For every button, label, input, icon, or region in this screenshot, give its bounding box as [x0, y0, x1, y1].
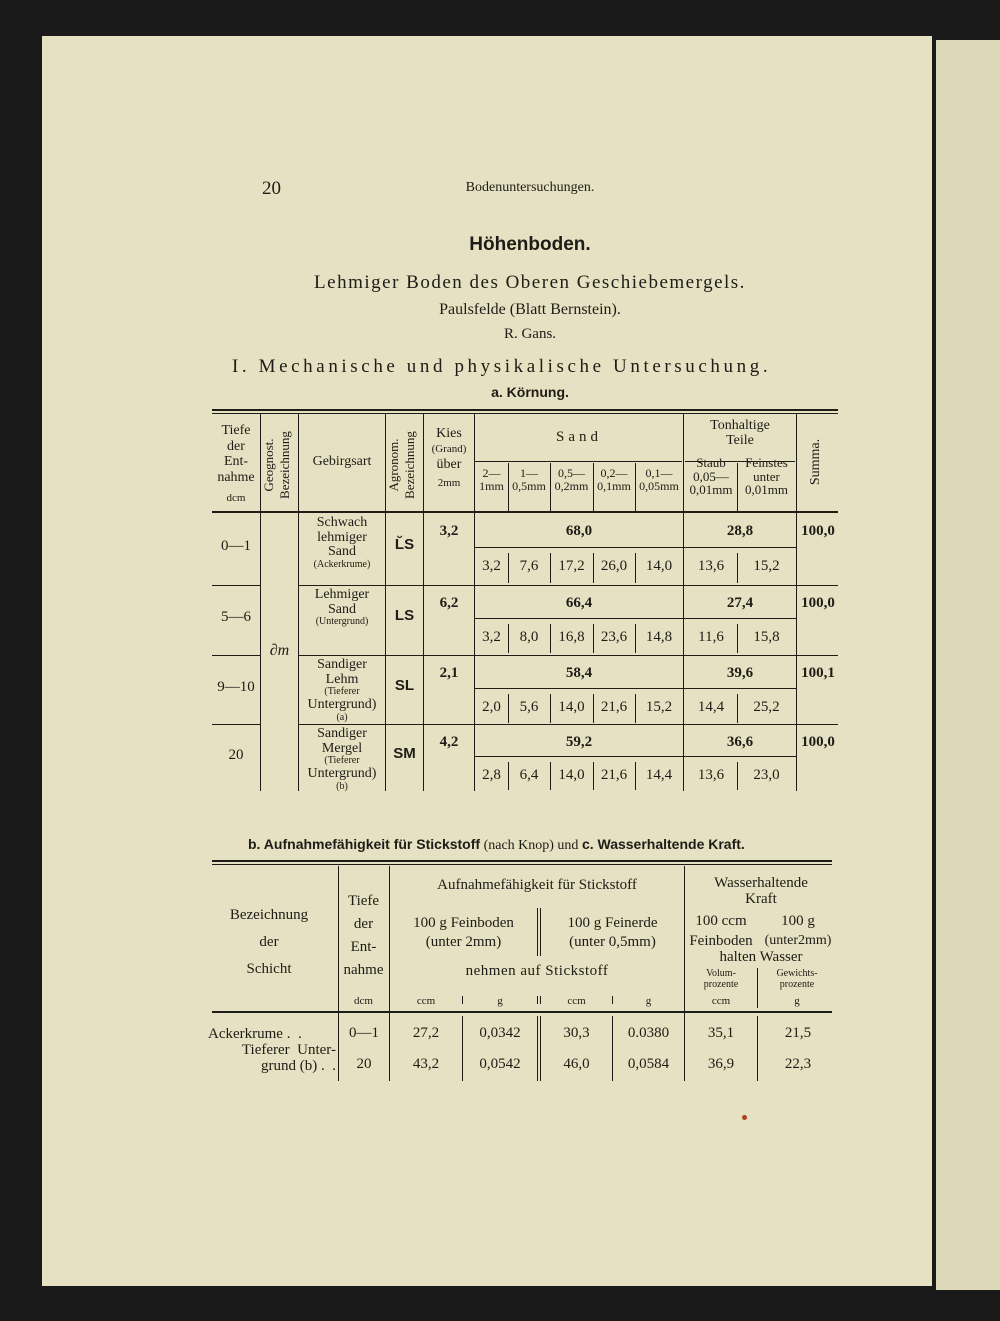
unit-g: g — [497, 995, 503, 1007]
table-a-sand-value: 3,2 — [482, 629, 501, 645]
table-a-sand-value: 17,2 — [558, 558, 585, 574]
table-a-sand-value: 14,0 — [558, 767, 585, 783]
table-a-sand-value: 14,0 — [645, 558, 673, 574]
table-a-staub: 13,6 — [697, 558, 725, 574]
table-b-value: 30,3 — [563, 1025, 590, 1041]
table-a-kies: 4,2 — [439, 734, 459, 750]
unit-ccm: ccm — [416, 995, 436, 1007]
unit-ccm: ccm — [711, 995, 731, 1007]
header-volum: Volum- prozente — [703, 968, 739, 990]
table-a-agronom: SM — [393, 745, 416, 762]
table-a-sand-total: 66,4 — [565, 595, 593, 611]
table-a-sand-value: 23,6 — [600, 629, 628, 645]
header-nehmen: nehmen auf Stickstoff — [465, 963, 609, 979]
table-a-gebirgsart: Sandiger Lehm (Tieferer Untergrund) (a) — [307, 657, 377, 723]
table-b-value: 22,3 — [784, 1056, 812, 1072]
table-b-value: 0,0342 — [479, 1025, 521, 1041]
header-sand-col: 2— 1mm — [479, 466, 504, 493]
header-gebirgsart: Gebirgsart — [312, 454, 372, 469]
header-sand-col: 0,1— 0,05mm — [639, 466, 679, 493]
table-a-tiefe: 20 — [228, 746, 244, 763]
table-a-summa: 100,0 — [801, 523, 835, 539]
table-a-tiefe: 0—1 — [221, 538, 251, 554]
header-feinstes: Feinstes unter 0,01mm — [745, 455, 788, 498]
table-a-kies: 6,2 — [439, 595, 459, 611]
header-staub: Staub 0,05— 0,01mm — [689, 455, 733, 498]
table-a-sand-total: 68,0 — [565, 523, 593, 539]
table-a-gebirgsart: Lehmiger Sand (Untergrund) — [314, 587, 370, 628]
table-a-tiefe: 9—10 — [217, 678, 255, 695]
table-b-value: 36,9 — [707, 1056, 735, 1072]
unit-g: g — [645, 995, 652, 1007]
table-a-sand-value: 2,0 — [482, 699, 501, 715]
table-a-sand-total: 58,4 — [565, 665, 593, 681]
table-a-sand-value: 21,6 — [600, 767, 628, 783]
table-b-tiefe: 20 — [356, 1056, 372, 1072]
section-heading: I. Mechanische und physikalische Untersuchung. — [232, 356, 772, 377]
header-tiefe-unit: dcm — [354, 995, 373, 1007]
table-a-sand-value: 15,2 — [645, 699, 673, 715]
header-feinboden-w: Feinboden — [689, 933, 753, 949]
table-b-schicht: Ackerkrume . . — [208, 1026, 302, 1042]
header-tiefe: Tiefe der Ent- nahme dcm — [217, 423, 255, 504]
header-100ccm: 100 ccm — [695, 913, 747, 929]
header-sand: Sand — [556, 429, 602, 445]
subtitle: Lehmiger Boden des Oberen Geschiebemergels. — [314, 272, 746, 293]
table-a-tiefe: 5—6 — [221, 609, 251, 625]
location: Paulsfelde (Blatt Bernstein). — [439, 301, 621, 318]
table-b-value: 46,0 — [563, 1056, 590, 1072]
table-a-sand-value: 5,6 — [519, 699, 539, 715]
geognost-value: ∂m — [269, 642, 290, 659]
table-a-sand-value: 14,4 — [645, 767, 673, 783]
header-geognost: Geognost. Bezeichnung — [261, 431, 292, 499]
table-a-ton-total: 36,6 — [726, 734, 754, 750]
table-a-feinstes: 23,0 — [753, 767, 780, 783]
unit-g: g — [794, 995, 800, 1007]
header-unter2: (unter2mm) — [764, 933, 832, 948]
table-a-agronom: SL — [394, 677, 415, 694]
header-gewicht: Gewichts- prozente — [776, 968, 818, 990]
header-wasser: Wasserhaltende Kraft — [714, 875, 808, 907]
table-a-sand-value: 14,0 — [558, 699, 585, 715]
table-a-kies: 3,2 — [439, 523, 459, 539]
header-bezeichnung: Bezeichnung der Schicht — [229, 907, 309, 977]
table-a-summa: 100,0 — [801, 595, 835, 611]
title: Höhenboden. — [469, 234, 591, 255]
table-a-staub: 11,6 — [698, 629, 724, 645]
header-kies: Kies (Grand) über 2mm — [431, 426, 467, 489]
table-a-ton-total: 39,6 — [726, 665, 754, 681]
table-a-caption: a. Körnung. — [491, 384, 569, 400]
table-a-sand-value: 8,0 — [519, 629, 539, 645]
table-b-schicht: Tieferer Unter- grund (b) . . — [241, 1042, 336, 1074]
book-page — [42, 36, 932, 1286]
table-a-ton-total: 28,8 — [726, 523, 754, 539]
table-a-staub: 14,4 — [697, 699, 725, 715]
table-a-staub: 13,6 — [697, 767, 725, 783]
header-100g: 100 g — [781, 913, 815, 929]
table-a-gebirgsart: Sandiger Mergel (Tieferer Untergrund) (b) — [307, 726, 377, 792]
table-a-sand-value: 21,6 — [600, 699, 628, 715]
header-tiefe-b: Tiefe der Ent- nahme — [343, 893, 384, 978]
table-a-sand-value: 7,6 — [519, 558, 539, 574]
table-a-feinstes: 15,2 — [753, 558, 780, 574]
table-b-value: 27,2 — [412, 1025, 440, 1041]
table-a-sand-value: 16,8 — [558, 629, 585, 645]
table-b-value: 35,1 — [707, 1025, 735, 1041]
header-aufnahme: Aufnahmefähigkeit für Stickstoff — [437, 877, 637, 893]
header-agronom: Agronom. Bezeichnung — [386, 431, 417, 499]
table-a-feinstes: 25,2 — [753, 699, 780, 715]
table-b-value: 0,0584 — [627, 1056, 670, 1072]
table-a-kies: 2,1 — [439, 665, 459, 681]
header-sand-col: 1— 0,5mm — [512, 466, 546, 493]
table-a-summa: 100,0 — [801, 734, 835, 750]
header-summa: Summa. — [808, 438, 823, 486]
page-number: 20 — [262, 178, 281, 199]
header-sand-col: 0,2— 0,1mm — [597, 466, 631, 493]
table-b-value: 0,0542 — [479, 1056, 521, 1072]
table-a-ton-total: 27,4 — [726, 595, 754, 611]
table-b-value: 43,2 — [412, 1056, 440, 1072]
header-sand-col: 0,5— 0,2mm — [554, 466, 589, 493]
table-a-gebirgsart: Schwach lehmiger Sand (Ackerkrume) — [313, 515, 371, 571]
header-feinboden: 100 g Feinboden (unter 2mm) — [413, 915, 514, 950]
table-b-tiefe: 0—1 — [349, 1025, 379, 1041]
table-a-sand-value: 6,4 — [519, 767, 539, 783]
running-head: Bodenuntersuchungen. — [465, 180, 595, 195]
header-halten: halten Wasser — [719, 949, 803, 965]
facing-page — [936, 40, 1000, 1290]
table-a-sand-value: 2,8 — [482, 767, 501, 783]
ink-mark — [742, 1115, 747, 1120]
author: R. Gans. — [503, 326, 557, 342]
table-b-caption: b. Aufnahmefähigkeit für Stickstoff (nach Knop) und c. Wasserhaltende Kraft. — [248, 836, 745, 853]
table-a-sand-total: 59,2 — [565, 734, 593, 750]
unit-ccm: ccm — [567, 995, 586, 1007]
table-a-sand-value: 14,8 — [645, 629, 673, 645]
table-a-sand-value: 3,2 — [482, 558, 501, 574]
table-a-agronom: L̆S — [394, 536, 415, 553]
table-b-value: 0.0380 — [627, 1025, 670, 1041]
table-a-sand-value: 26,0 — [600, 558, 628, 574]
table-a-summa: 100,1 — [801, 665, 835, 681]
header-feinerde: 100 g Feinerde (unter 0,5mm) — [567, 915, 658, 950]
table-a-feinstes: 15,8 — [753, 629, 780, 645]
table-b-value: 21,5 — [784, 1025, 812, 1041]
header-tonhaltige: Tonhaltige Teile — [710, 418, 770, 448]
table-a-agronom: LS — [394, 607, 415, 624]
